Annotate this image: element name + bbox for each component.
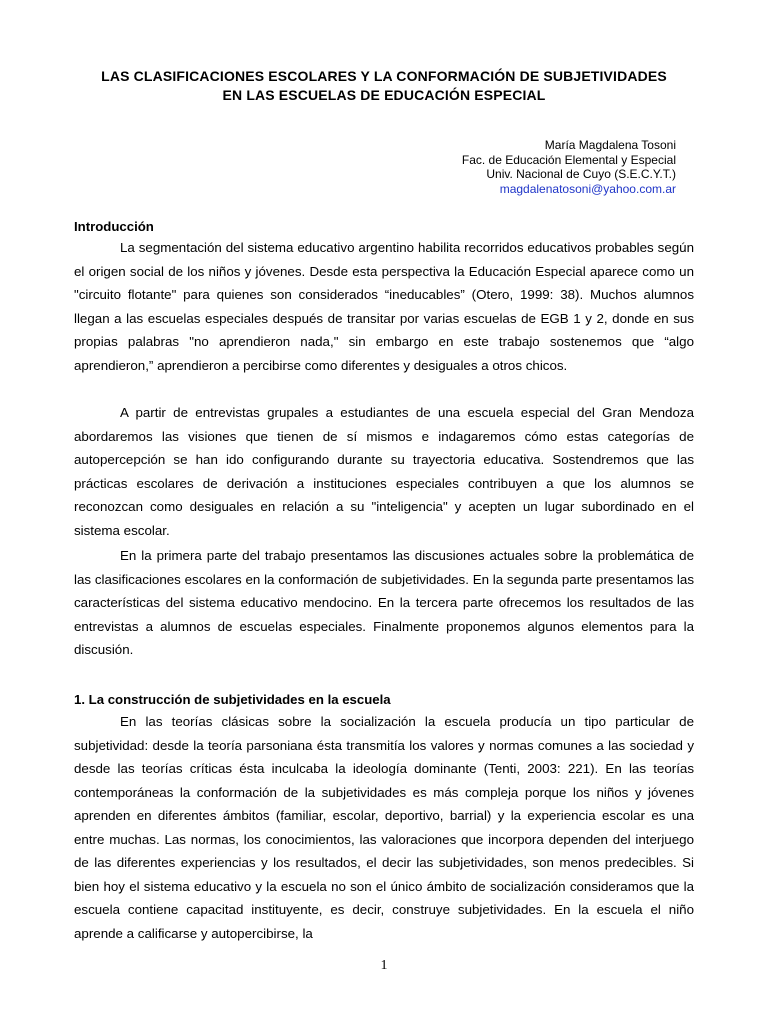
author-faculty: Fac. de Educación Elemental y Especial (461, 152, 676, 167)
author-university: Univ. Nacional de Cuyo (S.E.C.Y.T.) (486, 167, 676, 181)
paper-title (60, 67, 708, 105)
paper-title-line-1: LAS CLASIFICACIONES ESCOLARES Y LA CONFORMACIÓN DE SUBJETIVIDADES (101, 68, 667, 84)
intro-paragraph-1: La segmentación del sistema educativo argentino habilita recorridos educativos probables según el origen social de los niños y jóvenes. Desde esta perspectiva la Educación Especial aparece como un "circuito flotante" para quienes son considerados “ineducables” (Otero, 1999: 38). Muchos alumnos llegan a las escuelas especiales después de transitar por varias escuelas de EGB 1 y 2, donde en sus propias palabras "no aprendieron nada," sin embargo en este trabajo sostenemos que “algo aprendieron,” aprendieron a percibirse como diferentes y desiguales a otros chicos. (74, 240, 694, 373)
intro-paragraph-2: A partir de entrevistas grupales a estudiantes de una escuela especial del Gran Mendoza abordaremos las visiones que tienen de sí mismos e indagaremos cómo estas categorías de autopercepción se han ido configurando durante su trayectoria educativa. Sostendremos que las prácticas escolares de derivación a instituciones especiales contribuyen a que los alumnos se reconozcan como desiguales en relación a su "inteligencia" y acepten un lugar subordinado en el sistema escolar. (74, 405, 694, 538)
author-block (462, 138, 676, 196)
intro-heading: Introducción (74, 219, 154, 234)
section-1-paragraph-1: En las teorías clásicas sobre la socialización la escuela producía un tipo particular de subjetividad: desde la teoría parsoniana ésta transmitía los valores y normas comunes a las sociedad y desde las teorías críticas ésta inculcaba la ideología dominante (Tenti, 2003: 221). En las teorías contemporáneas la conformación de la subjetividades es más compleja porque los niños y jóvenes aprenden en diferentes ámbitos (familiar, escolar, deportivo, barrial) y la experiencia escolar es una entre muchas. Las normas, los conocimientos, las valoraciones que incorpora dependen del interjuego de las diferentes experiencias y los resultados, el decir las subjetividades, son menos predecibles. Si bien hoy el sistema educativo y la escuela no son el único ámbito de socialización consideramos que la escuela contiene capacitad instituyente, es decir, construye subjetividades. En la escuela el niño aprende a calificarse y autopercibirse, la (74, 714, 694, 941)
author-email-link[interactable]: magdalenatosoni@yahoo.com.ar (499, 181, 676, 196)
paper-title-line-2: EN LAS ESCUELAS DE EDUCACIÓN ESPECIAL (222, 87, 546, 103)
page-number: 1 (380, 958, 388, 973)
intro-paragraph-3: En la primera parte del trabajo presentamos las discusiones actuales sobre la problemática de las clasificaciones escolares en la conformación de subjetividades. En la segunda parte presentamos las características del sistema educativo mendocino. En la tercera parte ofrecemos los resultados de las entrevistas a alumnos de escuelas especiales. Finalmente proponemos algunos elementos para la discusión. (74, 548, 694, 658)
author-name: María Magdalena Tosoni (544, 138, 676, 152)
section-1-heading: 1. La construcción de subjetividades en la escuela (74, 692, 391, 707)
